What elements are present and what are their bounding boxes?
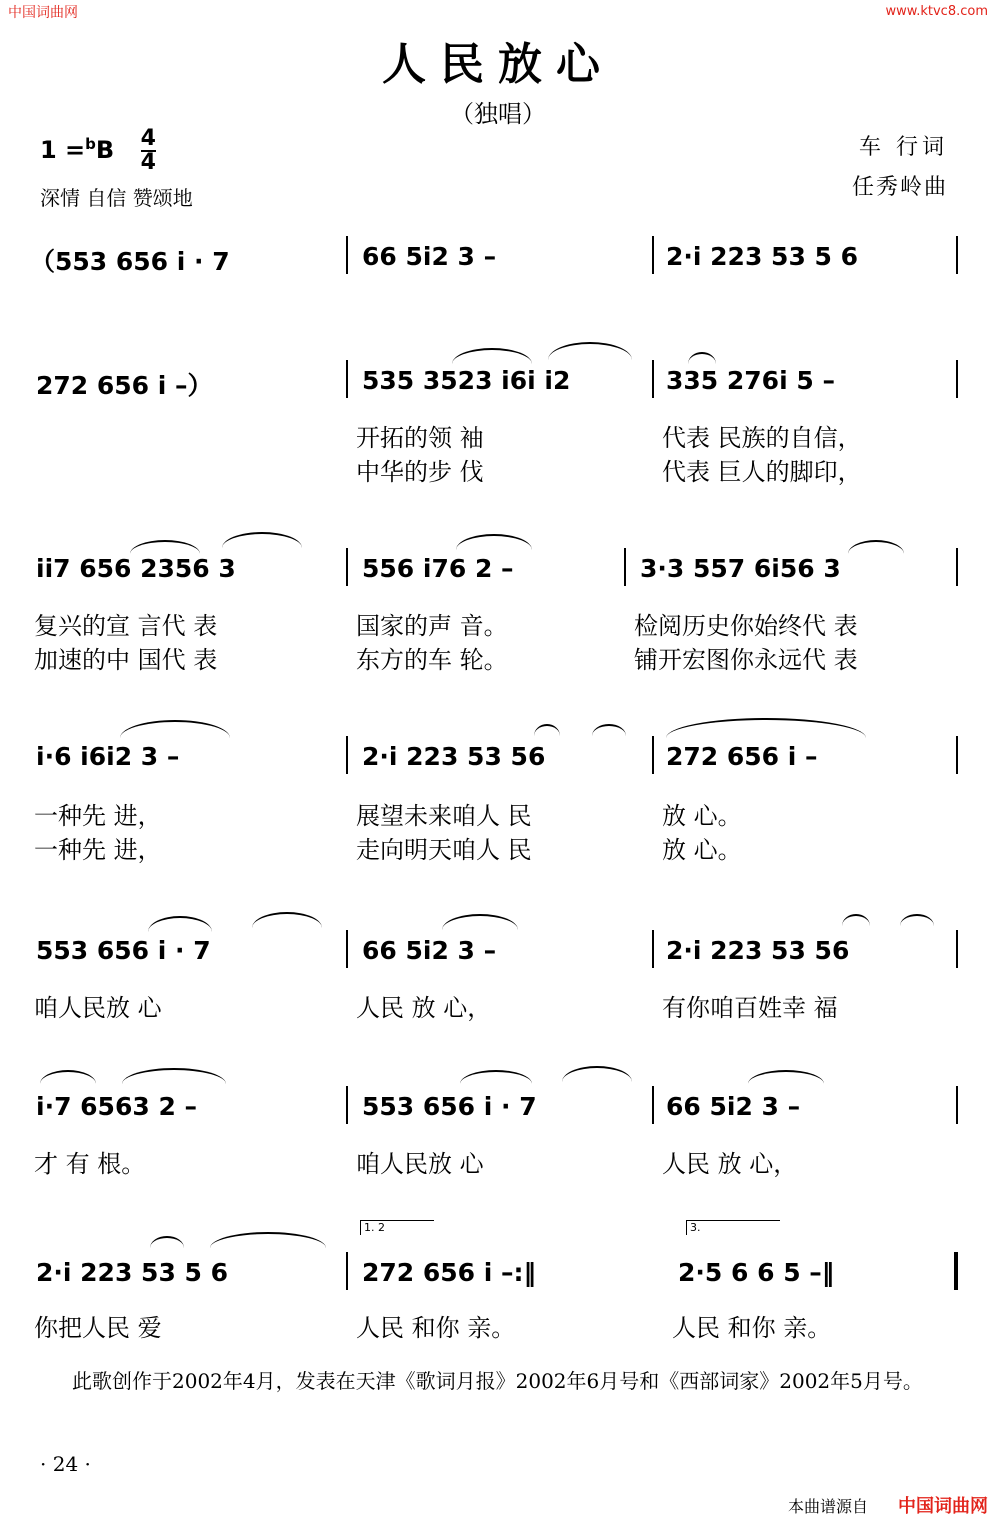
row3-lyric1-m3: 检阅历史你始终代 表 <box>634 612 858 640</box>
slur <box>848 540 904 554</box>
row5-lyric1-m1: 咱人民放 心 <box>34 994 162 1022</box>
slur <box>900 914 934 926</box>
time-bottom: 4 <box>140 150 156 175</box>
page-number: · 24 · <box>40 1452 91 1476</box>
row3-measure2: 556 i76 2 – <box>362 554 514 583</box>
watermark-left: 中国词曲网 <box>8 5 78 21</box>
row5-measure2: 66 5i2 3 – <box>362 936 497 965</box>
row7-lyric1-m2: 人民 和你 亲。 <box>356 1314 516 1342</box>
slur <box>666 718 866 738</box>
row3-lyric2-m3: 铺开宏图你永远代 表 <box>634 646 858 674</box>
source-site-link[interactable]: 中国词曲网 <box>898 1496 988 1517</box>
row4-lyric2-m2: 走向明天咱人 民 <box>356 836 532 864</box>
row7-measure3: 2·5 6 6 5 –‖ <box>678 1258 835 1287</box>
barline <box>956 236 958 274</box>
slur <box>534 724 560 736</box>
row6-measure1: i·7 6563 2 – <box>36 1092 198 1121</box>
row1-measure1: （553 656 i · 7 <box>30 247 230 276</box>
time-signature <box>141 128 156 174</box>
row2-measure2: 535 3523 i6i i2 <box>362 366 571 395</box>
slur <box>148 916 212 932</box>
barline <box>624 548 626 586</box>
row1-measure2: 66 5i2 3 – <box>362 242 497 271</box>
barline <box>956 360 958 398</box>
barline <box>346 1086 348 1124</box>
barline <box>652 1086 654 1124</box>
row6-measure3: 66 5i2 3 – <box>666 1092 801 1121</box>
barline <box>956 930 958 968</box>
time-top: 4 <box>140 126 156 151</box>
slur <box>252 912 322 928</box>
slur <box>562 1066 632 1082</box>
barline <box>346 548 348 586</box>
slur <box>456 534 532 550</box>
row3-lyric2-m1: 加速的中 国代 表 <box>34 646 218 674</box>
key-flat: b <box>85 135 96 153</box>
final-barline <box>954 1252 958 1290</box>
barline <box>346 930 348 968</box>
volta-second-ending: 3. <box>686 1220 780 1235</box>
row3-measure1: ii7 656 2356 3 <box>36 554 236 583</box>
row2-lyric1-m3: 代表 民族的自信， <box>662 424 862 452</box>
slur <box>210 1232 326 1248</box>
key-note: B <box>95 136 115 164</box>
row3-lyric1-m2: 国家的声 音。 <box>356 612 508 640</box>
slur <box>442 914 518 930</box>
row5-lyric1-m2: 人民 放 心， <box>356 994 492 1022</box>
row6-lyric1-m2: 咱人民放 心 <box>356 1150 484 1178</box>
row7-lyric1-m3: 人民 和你 亲。 <box>672 1314 832 1342</box>
row4-lyric2-m1: 一种先 进， <box>34 836 162 864</box>
song-subtitle: （独唱） <box>450 100 546 128</box>
key-prefix: 1 = <box>40 136 86 164</box>
row7-measure2: 272 656 i –:‖ <box>362 1258 537 1287</box>
slur <box>452 348 532 364</box>
row3-lyric1-m1: 复兴的宣 言代 表 <box>34 612 218 640</box>
tempo-marking: 深情 自信 赞颂地 <box>40 186 193 210</box>
barline <box>652 360 654 398</box>
row5-lyric1-m3: 有你咱百姓幸 福 <box>662 994 838 1022</box>
slur <box>592 724 626 736</box>
slur <box>122 1068 226 1084</box>
row3-measure3: 3·3 557 6i56 3 <box>640 554 841 583</box>
slur <box>842 914 870 926</box>
lyricist-credit: 车 行词 <box>859 135 948 160</box>
row4-lyric2-m3: 放 心。 <box>662 836 742 864</box>
watermark-right: www.ktvc8.com <box>885 4 988 19</box>
row4-lyric1-m1: 一种先 进， <box>34 802 162 830</box>
row4-lyric1-m3: 放 心。 <box>662 802 742 830</box>
slur <box>688 352 716 364</box>
slur <box>222 532 302 548</box>
barline <box>652 736 654 774</box>
row2-lyric2-m2: 中华的步 伐 <box>356 458 484 486</box>
key-signature <box>40 128 156 174</box>
barline <box>956 1086 958 1124</box>
row4-measure1: i·6 i6i2 3 – <box>36 742 180 771</box>
row7-measure1: 2·i 223 53 5 6 <box>36 1258 229 1287</box>
row6-measure2: 553 656 i · 7 <box>362 1092 537 1121</box>
footnote: 此歌创作于2002年4月，发表在天津《歌词月报》2002年6月号和《西部词家》2002年5月号。 <box>72 1369 923 1393</box>
composer-credit: 任秀岭曲 <box>851 175 948 200</box>
row7-lyric1-m1: 你把人民 爱 <box>34 1314 162 1342</box>
barline <box>652 930 654 968</box>
barline <box>956 736 958 774</box>
barline <box>652 236 654 274</box>
barline <box>346 236 348 274</box>
slur <box>548 342 632 360</box>
row2-lyric2-m3: 代表 巨人的脚印， <box>662 458 862 486</box>
barline <box>956 548 958 586</box>
row4-lyric1-m2: 展望未来咱人 民 <box>356 802 532 830</box>
row1-measure3: 2·i 223 53 5 6 <box>666 242 859 271</box>
slur <box>40 1070 96 1084</box>
slur <box>150 1236 184 1248</box>
slur <box>460 1070 532 1084</box>
source-label: 本曲谱源自 <box>787 1497 868 1516</box>
row6-lyric1-m1: 才 有 根。 <box>34 1150 146 1178</box>
row5-measure1: 553 656 i · 7 <box>36 936 211 965</box>
barline <box>346 360 348 398</box>
song-title: 人民放心 <box>382 39 614 90</box>
row3-lyric2-m2: 东方的车 轮。 <box>356 646 508 674</box>
barline <box>346 1252 348 1290</box>
row2-lyric1-m2: 开拓的领 袖 <box>356 424 484 452</box>
row6-lyric1-m3: 人民 放 心， <box>662 1150 798 1178</box>
slur <box>130 540 200 554</box>
row5-measure3: 2·i 223 53 56 <box>666 936 850 965</box>
slur <box>748 1070 824 1084</box>
slur <box>120 720 230 738</box>
row4-measure2: 2·i 223 53 56 <box>362 742 546 771</box>
barline <box>346 736 348 774</box>
row4-measure3: 272 656 i – <box>666 742 818 771</box>
row2-measure3: 335 276i 5 – <box>666 366 835 395</box>
row2-measure1: 272 656 i –） <box>36 371 213 400</box>
volta-first-ending: 1. 2 <box>360 1220 434 1235</box>
